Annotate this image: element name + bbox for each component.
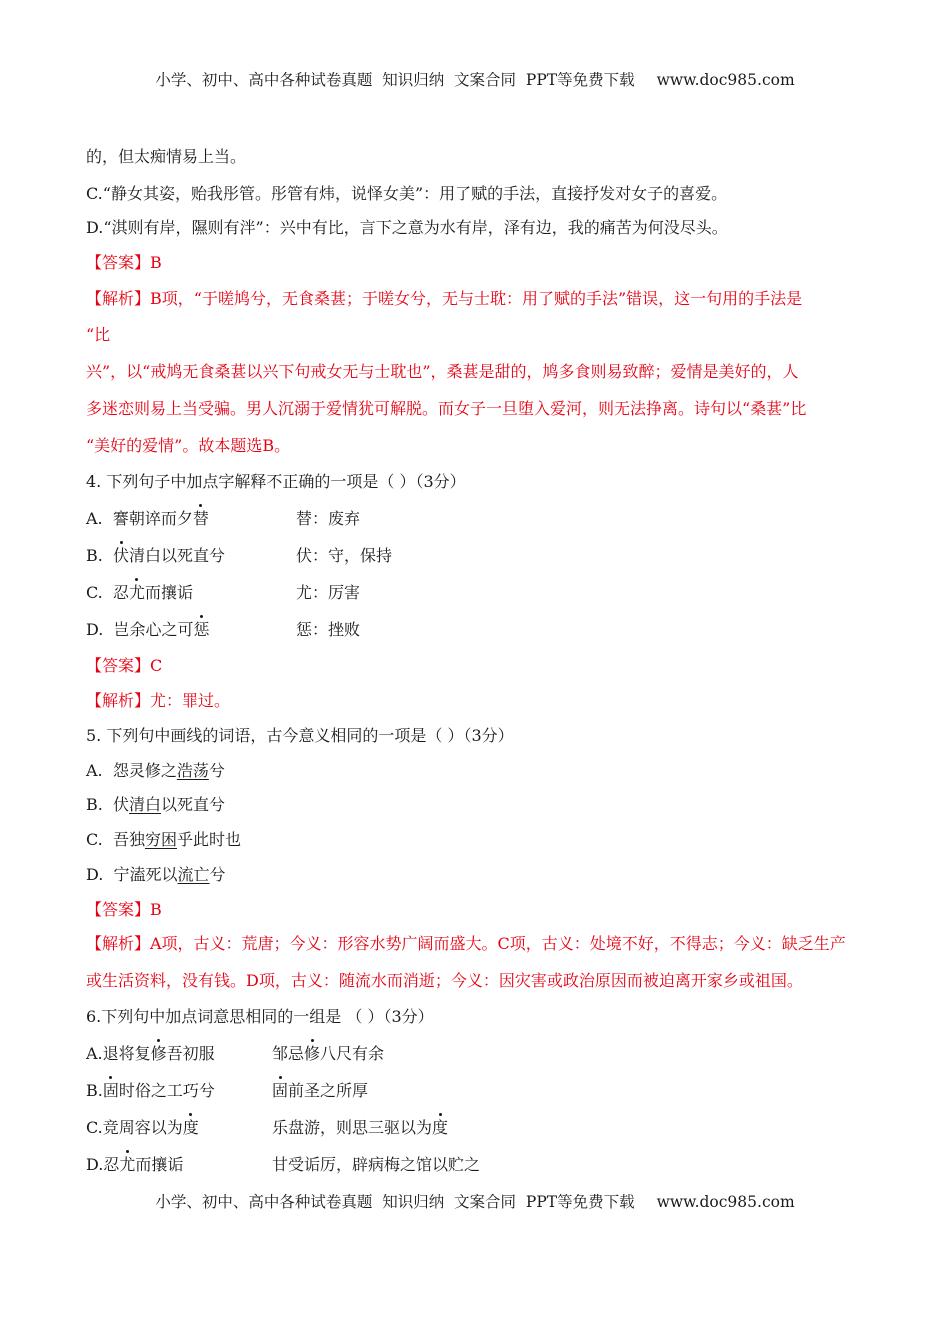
q4-option-a — [86, 508, 361, 530]
option-text: 乐盘游，则思三驱以为 — [272, 1118, 433, 1137]
option-pair-second — [272, 1154, 480, 1176]
option-text: 忍 — [103, 1155, 120, 1174]
q3-analysis-line: 兴”，以“戒鸠无食桑葚以兴下句戒女无与士耽也”，桑葚是甜的，鸠多食则易致醉；爱情是美好的，人 — [86, 362, 799, 381]
q5-option-b — [86, 794, 225, 816]
q5-option-a — [86, 760, 225, 782]
option-text: 乎此时也 — [176, 830, 241, 849]
footer-text: 小学、初中、高中各种试卷真题 知识归纳 文案合同 PPT等免费下载 — [155, 1193, 635, 1211]
q6-stem: 6.下列句中加点词意思相同的一组是 （ ）（3分） — [86, 1007, 434, 1026]
option-text: 八尺有余 — [320, 1044, 385, 1063]
option-letter: A. — [86, 509, 103, 528]
option-pair-second — [272, 1080, 368, 1102]
option-letter: B. — [86, 546, 103, 565]
option-pair-second — [272, 1043, 384, 1065]
q4-analysis: 【解析】尤：罪过。 — [86, 691, 231, 710]
dotted-char: 惩 — [193, 620, 210, 639]
option-text: 岂余心之可 — [113, 620, 194, 639]
option-letter: D. — [86, 865, 104, 884]
q6-option-d — [86, 1154, 481, 1176]
option-text: 謇朝谇而夕 — [112, 509, 193, 528]
option-text: 时俗之工巧兮 — [118, 1081, 215, 1100]
option-text: 而攘诟 — [135, 1155, 184, 1174]
underlined-word: 浩荡 — [176, 761, 209, 780]
q3-continuation: 的，但太痴情易上当。 — [86, 147, 247, 166]
option-text: 竞周容以为 — [102, 1118, 183, 1137]
dotted-char: 度 — [432, 1118, 449, 1137]
option-explanation: 惩：挫败 — [296, 620, 361, 639]
q3-analysis-line: 【解析】B项，“于嗟鸠兮，无食桑葚；于嗟女兮，无与士耽：用了赋的手法”错误，这一句用的手法是 — [86, 289, 803, 308]
option-text: 兮 — [209, 865, 226, 884]
underlined-word: 流亡 — [177, 865, 210, 884]
option-explanation: 尤：厉害 — [296, 583, 361, 602]
option-pair-second — [272, 1117, 448, 1139]
q3-analysis-line: 多迷恋则易上当受骗。男人沉溺于爱情犹可解脱。而女子一旦堕入爱河，则无法挣离。诗句以“桑葚”比 — [86, 399, 807, 418]
q4-stem: 4. 下列句子中加点字解释不正确的一项是（ ）（3分） — [86, 472, 466, 491]
option-text: 宁溘死以 — [113, 865, 178, 884]
option-text: 而攘诟 — [144, 583, 193, 602]
option-text: 怨灵修之 — [112, 761, 177, 780]
dotted-char: 修 — [304, 1044, 321, 1063]
q5-stem: 5. 下列句中画线的词语，古今意义相同的一项是（ ）（3分） — [86, 726, 514, 745]
dotted-char: 尤 — [128, 583, 145, 602]
option-text: 退将复 — [102, 1044, 151, 1063]
q5-option-d — [86, 864, 226, 886]
option-text: 甘受诟厉，辟病梅之馆以贮之 — [272, 1155, 481, 1174]
dotted-char: 固 — [102, 1081, 119, 1100]
dotted-char: 替 — [192, 509, 209, 528]
option-text: 伏 — [113, 795, 130, 814]
header-text: 小学、初中、高中各种试卷真题 知识归纳 文案合同 PPT等免费下载 — [155, 71, 635, 89]
q6-option-b — [86, 1080, 369, 1102]
option-text: 以死直兮 — [161, 795, 226, 814]
option-text: 邹忌 — [272, 1044, 305, 1063]
q3-analysis-line: “比 — [86, 325, 111, 344]
option-letter: B. — [86, 1081, 103, 1100]
underlined-word: 清白 — [129, 795, 162, 814]
option-text: 前圣之所厚 — [288, 1081, 369, 1100]
dotted-char: 度 — [182, 1118, 199, 1137]
option-letter: A. — [86, 761, 103, 780]
q3-answer: 【答案】B — [86, 253, 162, 272]
page-header — [0, 68, 950, 90]
option-letter: A. — [86, 1044, 103, 1063]
option-letter: C. — [86, 1118, 103, 1137]
option-text: 吾独 — [112, 830, 145, 849]
q3-analysis-line: “美好的爱情”。故本题选B。 — [86, 436, 291, 455]
option-letter: B. — [86, 795, 103, 814]
option-explanation: 伏：守，保持 — [296, 546, 393, 565]
dotted-char: 尤 — [119, 1155, 136, 1174]
dotted-char: 伏 — [113, 546, 130, 565]
option-letter: C. — [86, 583, 103, 602]
q5-option-c — [86, 829, 241, 851]
footer-url[interactable]: www.doc985.com — [656, 1193, 795, 1211]
q5-analysis-line: 或生活资料，没有钱。D项，古义：随流水而消逝；今义：因灾害或政治原因而被迫离开家乡或祖国。 — [86, 971, 803, 990]
q4-option-b — [86, 545, 393, 567]
dotted-char: 固 — [272, 1081, 289, 1100]
q4-option-c — [86, 582, 361, 604]
option-text: 吾初服 — [166, 1044, 215, 1063]
option-text: 清白以死直兮 — [129, 546, 226, 565]
page-footer — [0, 1190, 950, 1212]
option-letter: D. — [86, 620, 104, 639]
q6-option-a — [86, 1043, 385, 1065]
q6-option-c — [86, 1117, 449, 1139]
option-text: 忍 — [112, 583, 129, 602]
option-text: 兮 — [208, 761, 225, 780]
header-url[interactable]: www.doc985.com — [656, 71, 795, 89]
q4-option-d — [86, 619, 361, 641]
q5-analysis-line: 【解析】A项，古义：荒唐；今义：形容水势广阔而盛大。C项，古义：处境不好，不得志；今义：缺乏生产 — [86, 934, 846, 953]
option-letter: D. — [86, 1155, 104, 1174]
q3-option-c: C.“静女其姿，贻我彤管。彤管有炜，说怿女美”：用了赋的手法，直接抒发对女子的喜爱。 — [86, 184, 728, 203]
q3-option-d: D.“淇则有岸，隰则有泮”：兴中有比，言下之意为水有岸，泽有边，我的痛苦为何没尽头。 — [86, 218, 728, 237]
q5-answer: 【答案】B — [86, 900, 162, 919]
dotted-char: 修 — [150, 1044, 167, 1063]
option-letter: C. — [86, 830, 103, 849]
underlined-word: 穷困 — [144, 830, 177, 849]
q4-answer: 【答案】C — [86, 656, 163, 675]
option-explanation: 替：废弃 — [296, 509, 361, 528]
